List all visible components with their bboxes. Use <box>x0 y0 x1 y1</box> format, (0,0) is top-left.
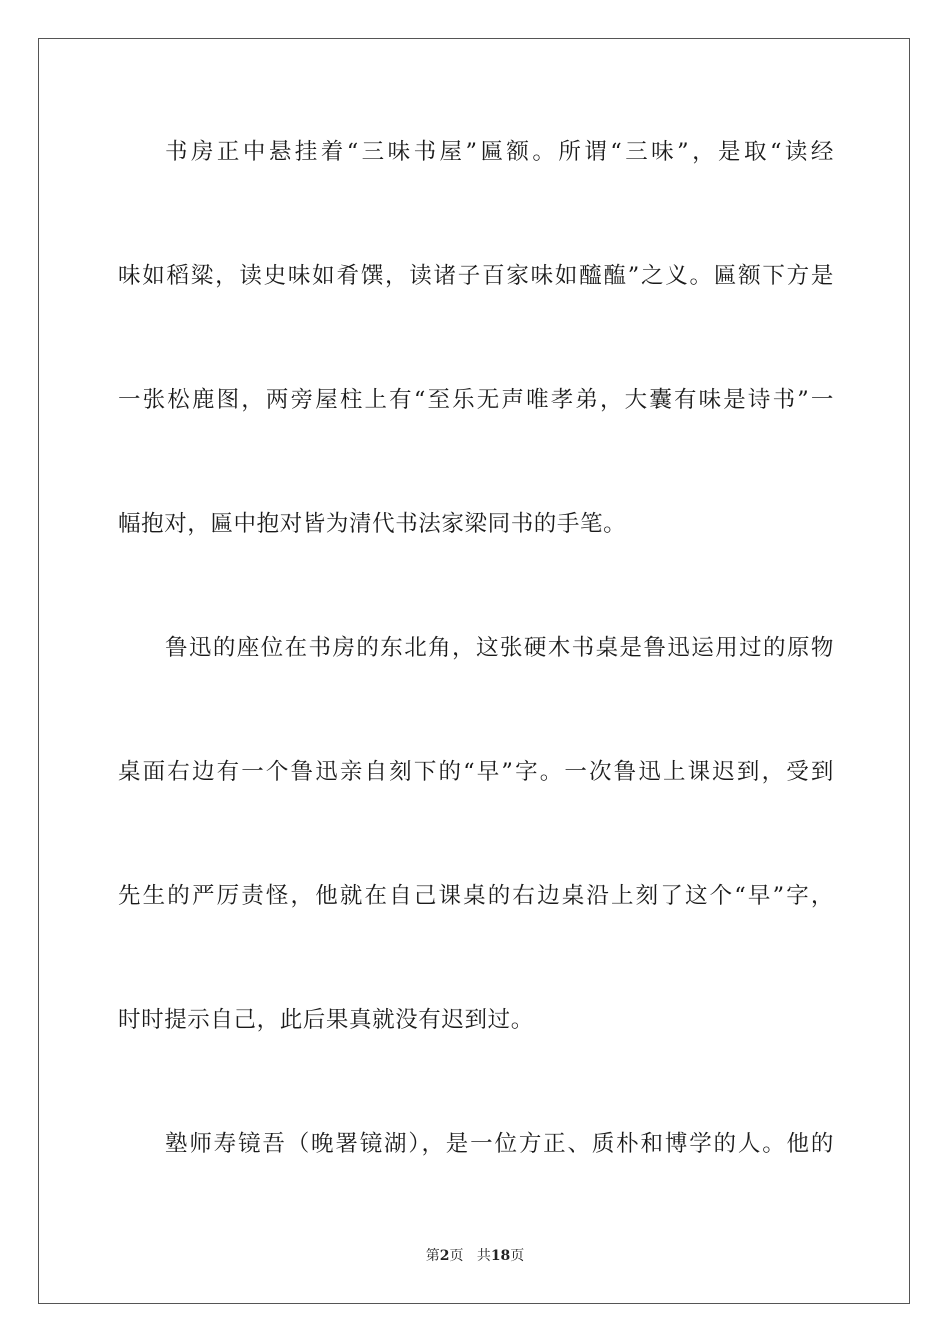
paragraph-1-line-1: 书房正中悬挂着“三味书屋”匾额。所谓“三味”，是取“读经 <box>165 139 834 165</box>
page-number: 2 <box>439 1248 450 1264</box>
paragraph-2-line-1: 鲁迅的座位在书房的东北角，这张硬木书桌是鲁迅运用过的原物 <box>165 635 834 661</box>
total-label-suffix: 页 <box>510 1248 525 1264</box>
paragraph-2-line-4: 时时提示自己，此后果真就没有迟到过。 <box>118 1007 534 1033</box>
paragraph-3-line-1: 塾师寿镜吾（晚署镜湖），是一位方正、质朴和博学的人。他的 <box>165 1131 834 1157</box>
paragraph-1-line-3: 一张松鹿图，两旁屋柱上有“至乐无声唯孝弟，大囊有味是诗书”一 <box>118 387 834 413</box>
page-border <box>38 38 910 1304</box>
total-label-prefix: 共 <box>476 1248 491 1264</box>
paragraph-1-line-4: 幅抱对，匾中抱对皆为清代书法家梁同书的手笔。 <box>118 511 627 537</box>
paragraph-2-line-3: 先生的严厉责怪，他就在自己课桌的右边桌沿上刻了这个“早”字， <box>118 883 834 909</box>
page-label-prefix: 第 <box>425 1248 440 1264</box>
page-footer <box>0 1246 950 1266</box>
paragraph-2-line-2: 桌面右边有一个鲁迅亲自刻下的“早”字。一次鲁迅上课迟到，受到 <box>118 759 834 785</box>
total-pages: 18 <box>490 1248 511 1264</box>
paragraph-1-line-2: 味如稻粱，读史味如肴馔，读诸子百家味如醯醢”之义。匾额下方是 <box>118 263 834 289</box>
page-label-suffix: 页 <box>449 1248 464 1264</box>
